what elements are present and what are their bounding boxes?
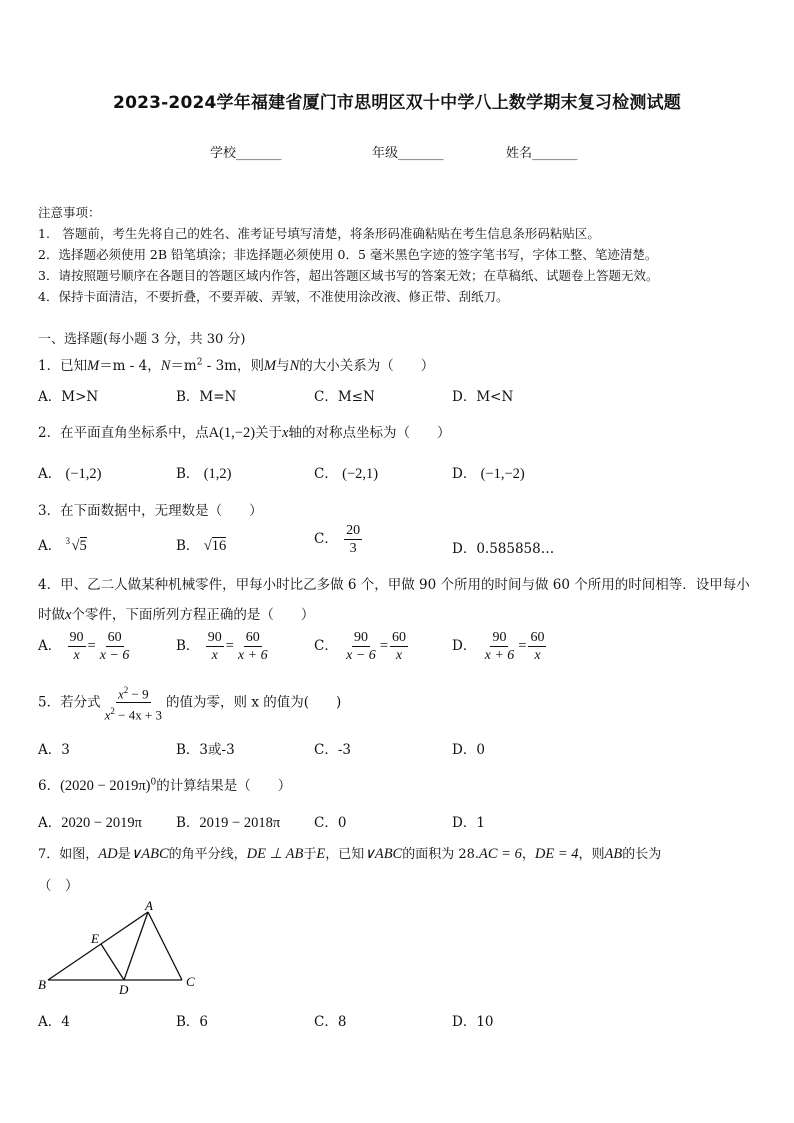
q4-option-c: C． $\frac{90}{x - 6}$ = $\frac{60}{x}$ (314, 630, 406, 663)
question-7-line1: 7．如图，AD是∨ABC的角平分线，DE ⊥ AB于E，已知∨ABC的面积为 28.AC = 6，DE = 4，则AB的长为 (38, 846, 662, 862)
q2-option-a: A． (−1,2) (38, 466, 102, 482)
q1-option-b: B．M=N (176, 389, 237, 405)
triangle-figure (36, 898, 206, 998)
q7-option-b: B．6 (176, 1014, 209, 1030)
section-heading: 一、选择题(每小题 3 分，共 30 分) (38, 332, 246, 347)
q7-option-a: A．4 (38, 1014, 70, 1030)
label-e: E (91, 931, 99, 946)
question-4-line2: 时做x个零件，下面所列方程正确的是（ ） (38, 607, 315, 623)
school-field: 学校_______ (210, 146, 282, 161)
note-item-2: 2．选择题必须使用 2B 铅笔填涂；非选择题必须使用 0．5 毫米黑色字迹的签字笔书写，字体工整、笔迹清楚。 (38, 247, 658, 262)
q6-option-c: C．0 (314, 815, 347, 831)
note-item-4: 4．保持卡面清洁，不要折叠，不要弄破、弄皱，不准使用涂改液、修正带、刮纸刀。 (38, 289, 509, 304)
q3-option-a: A． 3 √5 (38, 536, 87, 554)
question-4-line1: 4．甲、乙二人做某种机械零件，甲每小时比乙多做 6 个，甲做 90 个所用的时间与做 60 个所用的时间相等．设甲每小 (38, 577, 750, 593)
segment-ad (124, 912, 148, 980)
q5-option-a: A．3 (38, 742, 70, 758)
question-5: 5．若分式 $\frac{x^2 - 9}{x^2 - 4x + 3}$ 的值为零，则 x 的值为( ) (38, 682, 341, 724)
side-ac (148, 912, 182, 980)
q2-option-b: B． (1,2) (176, 466, 232, 482)
page-title: 2023-2024学年福建省厦门市思明区双十中学八上数学期末复习检测试题 (113, 93, 681, 113)
note-item-3: 3．请按照题号顺序在各题目的答题区域内作答，超出答题区域书写的答案无效；在草稿纸、试题卷上答题无效。 (38, 268, 659, 283)
q2-option-d: D． (−1,−2) (452, 466, 525, 482)
q3-option-b: B． √16 (176, 538, 227, 554)
q1-option-d: D．M<N (452, 389, 514, 405)
label-b: B (38, 977, 46, 992)
label-c: C (186, 974, 195, 989)
q1-option-c: C．M≤N (314, 389, 375, 405)
question-6: 6．$(2020 - 2019\pi)^0$的计算结果是（ ） (38, 777, 292, 794)
q7-option-d: D．10 (452, 1014, 494, 1030)
q4-option-d: D． $\frac{90}{x + 6}$ = $\frac{60}{x}$ (452, 630, 545, 663)
q6-option-d: D．1 (452, 815, 485, 831)
segment-de (101, 944, 124, 980)
question-1: 1．已知M＝m - 4，$N=m^2 - 3m$，则M与N的大小关系为（ ） (38, 357, 435, 374)
q3-option-d: D．0.585858… (452, 541, 555, 557)
q4-option-b: B． $\frac{90}{x}$ = $\frac{60}{x + 6}$ (176, 630, 268, 663)
label-d: D (119, 982, 129, 997)
q5-option-b: B．3或-3 (176, 742, 235, 758)
q1-option-a: A．M>N (38, 389, 99, 405)
q6-option-a: A．2020 − 2019π (38, 815, 142, 831)
question-2: 2．在平面直角坐标系中，点A(1,−2)关于x轴的对称点坐标为（ ） (38, 425, 451, 441)
notes-heading: 注意事项： (38, 205, 101, 220)
note-item-1: 1. 答题前，考生先将自己的姓名、准考证号填写清楚，将条形码准确粘贴在考生信息条形码粘贴区。 (38, 226, 600, 241)
q7-option-c: C．8 (314, 1014, 347, 1030)
q2-option-c: C． (−2,1) (314, 466, 379, 482)
question-3: 3．在下面数据中，无理数是（ ） (38, 503, 263, 519)
name-field: 姓名_______ (506, 146, 578, 161)
question-7-line2: （ ） (38, 878, 79, 894)
q4-option-a: A． $\frac{90}{x}$ = $\frac{60}{x - 6}$ (38, 630, 130, 663)
grade-field: 年级_______ (372, 146, 444, 161)
side-ab (48, 912, 148, 980)
q3-option-c: C． $\frac{20}{3}$ (314, 523, 361, 556)
q6-option-b: B．2019 − 2018π (176, 815, 281, 831)
q5-option-c: C．-3 (314, 742, 351, 758)
q5-option-d: D．0 (452, 742, 485, 758)
label-a: A (145, 898, 153, 913)
